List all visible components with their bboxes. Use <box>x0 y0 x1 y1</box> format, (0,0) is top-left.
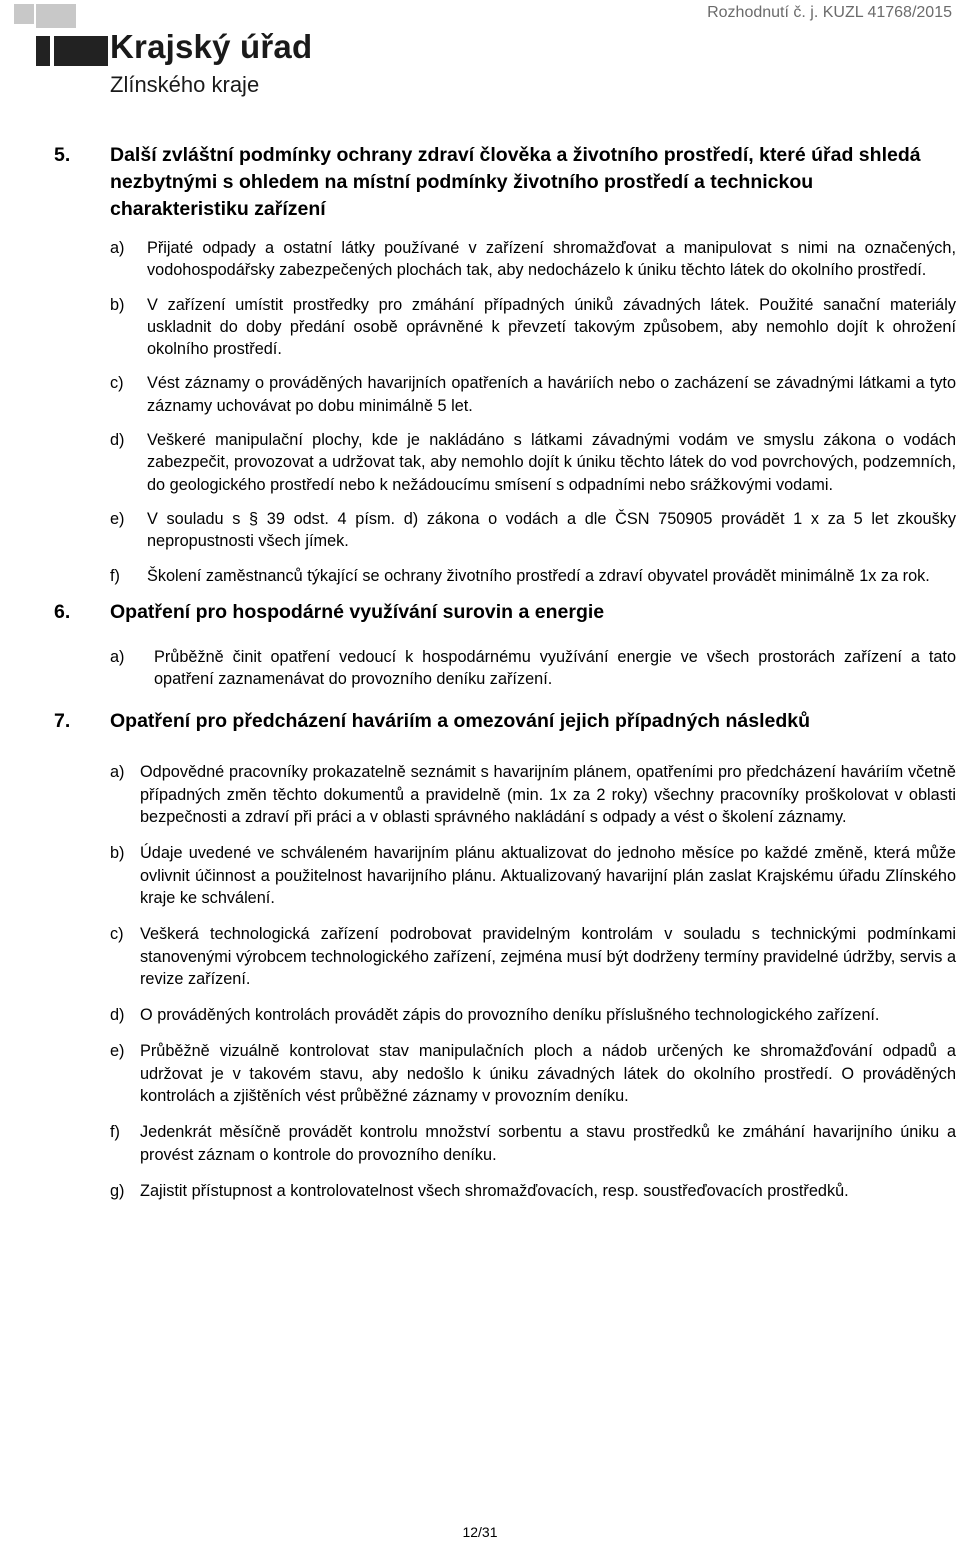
logo-subtitle: Zlínského kraje <box>110 72 260 97</box>
item-text: V souladu s § 39 odst. 4 písm. d) zákona o vodách a dle ČSN 750905 provádět 1 x za 5 let zkoušky nepropustnosti všech jímek. <box>147 509 956 551</box>
list-item <box>110 1121 956 1166</box>
item-text: Zajistit přístupnost a kontrolovatelnost všech shromažďovacích, resp. soustřeďovacích prostředků. <box>140 1181 849 1200</box>
list-item <box>110 237 956 282</box>
item-label: d) <box>110 1006 125 1025</box>
item-label: a) <box>110 647 125 666</box>
document-reference: Rozhodnutí č. j. KUZL 41768/2015 <box>707 4 952 21</box>
item-text: Údaje uvedené ve schváleném havarijním plánu aktualizovat do jednoho měsíce po každé změně, která může ovlivnit účinnost a použitelnost havarijního plánu. Aktualizovaný havarijní plán zaslat Krajskému úřadu Zlínského kraje ke schválení. <box>140 844 956 907</box>
item-text: Jedenkrát měsíčně provádět kontrolu množství sorbentu a stavu prostředků ke zmáhání havarijního úniku a provést záznam o kontrole do provozního deníku. <box>140 1123 956 1164</box>
item-text: V zařízení umístit prostředky pro zmáhání případných úniků závadných látek. Použité sanační materiály uskladnit do doby předání osobě oprávněné k převzetí takovým způsobem, aby nemohlo dojít k ohrožení okolního prostředí. <box>147 295 956 359</box>
item-text: Školení zaměstnanců týkající se ochrany životního prostředí a zdraví obyvatel provádět minimálně 1x za rok. <box>147 566 930 585</box>
item-label: e) <box>110 509 125 528</box>
section-heading <box>54 142 956 223</box>
list-item <box>110 294 956 361</box>
section-6 <box>54 599 956 691</box>
logo-square-dark-small <box>36 36 50 66</box>
section-number: 5. <box>54 144 71 166</box>
page-number: 12/31 <box>462 1524 498 1540</box>
section-7 <box>54 708 956 1202</box>
list-item <box>110 565 956 587</box>
section-title: Opatření pro předcházení haváriím a omezování jejich případných následků <box>110 710 811 733</box>
section-title: Opatření pro hospodárné využívání surovin a energie <box>110 600 605 623</box>
item-label: d) <box>110 431 125 450</box>
item-text: Průběžně činit opatření vedoucí k hospodárnému využívání energie ve všech prostorách zařízení a tato opatření zaznamenávat do provozního deníku zařízení. <box>154 647 956 689</box>
section-number: 6. <box>54 600 71 623</box>
list-item <box>110 429 956 496</box>
section-heading <box>54 599 956 626</box>
item-label: g) <box>110 1181 125 1200</box>
section-5 <box>54 142 956 587</box>
list-item <box>110 1180 956 1202</box>
list-item <box>110 372 956 417</box>
logo-title: Krajský úřad <box>110 28 313 65</box>
section-items <box>110 761 956 1202</box>
logo-square-dark-large <box>54 36 108 66</box>
list-item <box>110 761 956 828</box>
item-text: Vést záznamy o prováděných havarijních opatřeních a haváriích nebo o zacházení se závadnými látkami a tyto záznamy uchovávat po dobu minimálně 5 let. <box>147 374 956 415</box>
list-item <box>110 508 956 553</box>
list-item <box>110 842 956 909</box>
item-label: a) <box>110 239 125 257</box>
section-number: 7. <box>54 710 71 733</box>
item-label: b) <box>110 844 125 863</box>
item-text: Odpovědné pracovníky prokazatelně seznámit s havarijním plánem, opatřeními pro předcházení haváriím včetně případných změn těchto dokumentů a pravidelně (min. 1x za 2 roky) všechny pracovníky proškolovat v oblasti bezpečnosti a zdraví při práci a v oblasti správného nakládání s odpady a vést o školení záznamy. <box>140 763 956 827</box>
section-title: Další zvláštní podmínky ochrany zdraví člověka a životního prostředí, které úřad shledá nezbytnými s ohledem na místní podmínky životního prostředí a technickou charakteristiku zařízení <box>110 144 921 220</box>
list-item <box>110 923 956 990</box>
logo-square-light-large <box>36 4 76 28</box>
item-label: f) <box>110 566 120 585</box>
logo-square-light-small <box>14 4 34 24</box>
item-label: e) <box>110 1042 125 1061</box>
section-items <box>110 237 956 587</box>
item-label: c) <box>110 925 124 944</box>
list-item <box>110 1004 956 1026</box>
list-item <box>110 646 956 691</box>
item-label: b) <box>110 295 125 314</box>
document-body <box>54 142 956 1216</box>
item-text: Přijaté odpady a ostatní látky používané v zařízení shromažďovat a manipulovat s nimi na označených, vodohospodářsky zabezpečených plochách tak, aby nedocházelo k úniku těchto látek do okolního prostředí. <box>147 239 956 280</box>
item-label: a) <box>110 763 125 782</box>
item-label: c) <box>110 374 124 393</box>
item-text: Veškerá technologická zařízení podrobovat pravidelným kontrolám v souladu s technickými podmínkami stanovenými výrobcem technologického zařízení, zejména musí být dodrženy termíny pravidelné údržby, servis a revize zařízení. <box>140 925 956 988</box>
section-heading <box>54 708 956 735</box>
item-label: f) <box>110 1123 120 1142</box>
list-item <box>110 1040 956 1107</box>
item-text: Průběžně vizuálně kontrolovat stav manipulačních ploch a nádob určených ke shromažďování odpadů a udržovat je v takovém stavu, aby nedošlo k úniku závadných látek do okolního prostředí. O prováděných kontrolách a zjištěních vést průběžné záznamy v provozním deníku. <box>140 1042 956 1106</box>
krajsky-urad-logo <box>14 2 314 102</box>
section-items <box>110 646 956 691</box>
item-text: O prováděných kontrolách provádět zápis do provozního deníku příslušného technologického zařízení. <box>140 1006 880 1025</box>
item-text: Veškeré manipulační plochy, kde je nakládáno s látkami závadnými vodám ve smyslu zákona o vodách zabezpečit, provozovat a udržovat tak, aby nemohlo dojít k úniku těchto látek do vod povrchových, podzemních, do geologického prostředí nebo k nežádoucímu smísení s odpadními nebo srážkovými vodami. <box>147 431 956 494</box>
